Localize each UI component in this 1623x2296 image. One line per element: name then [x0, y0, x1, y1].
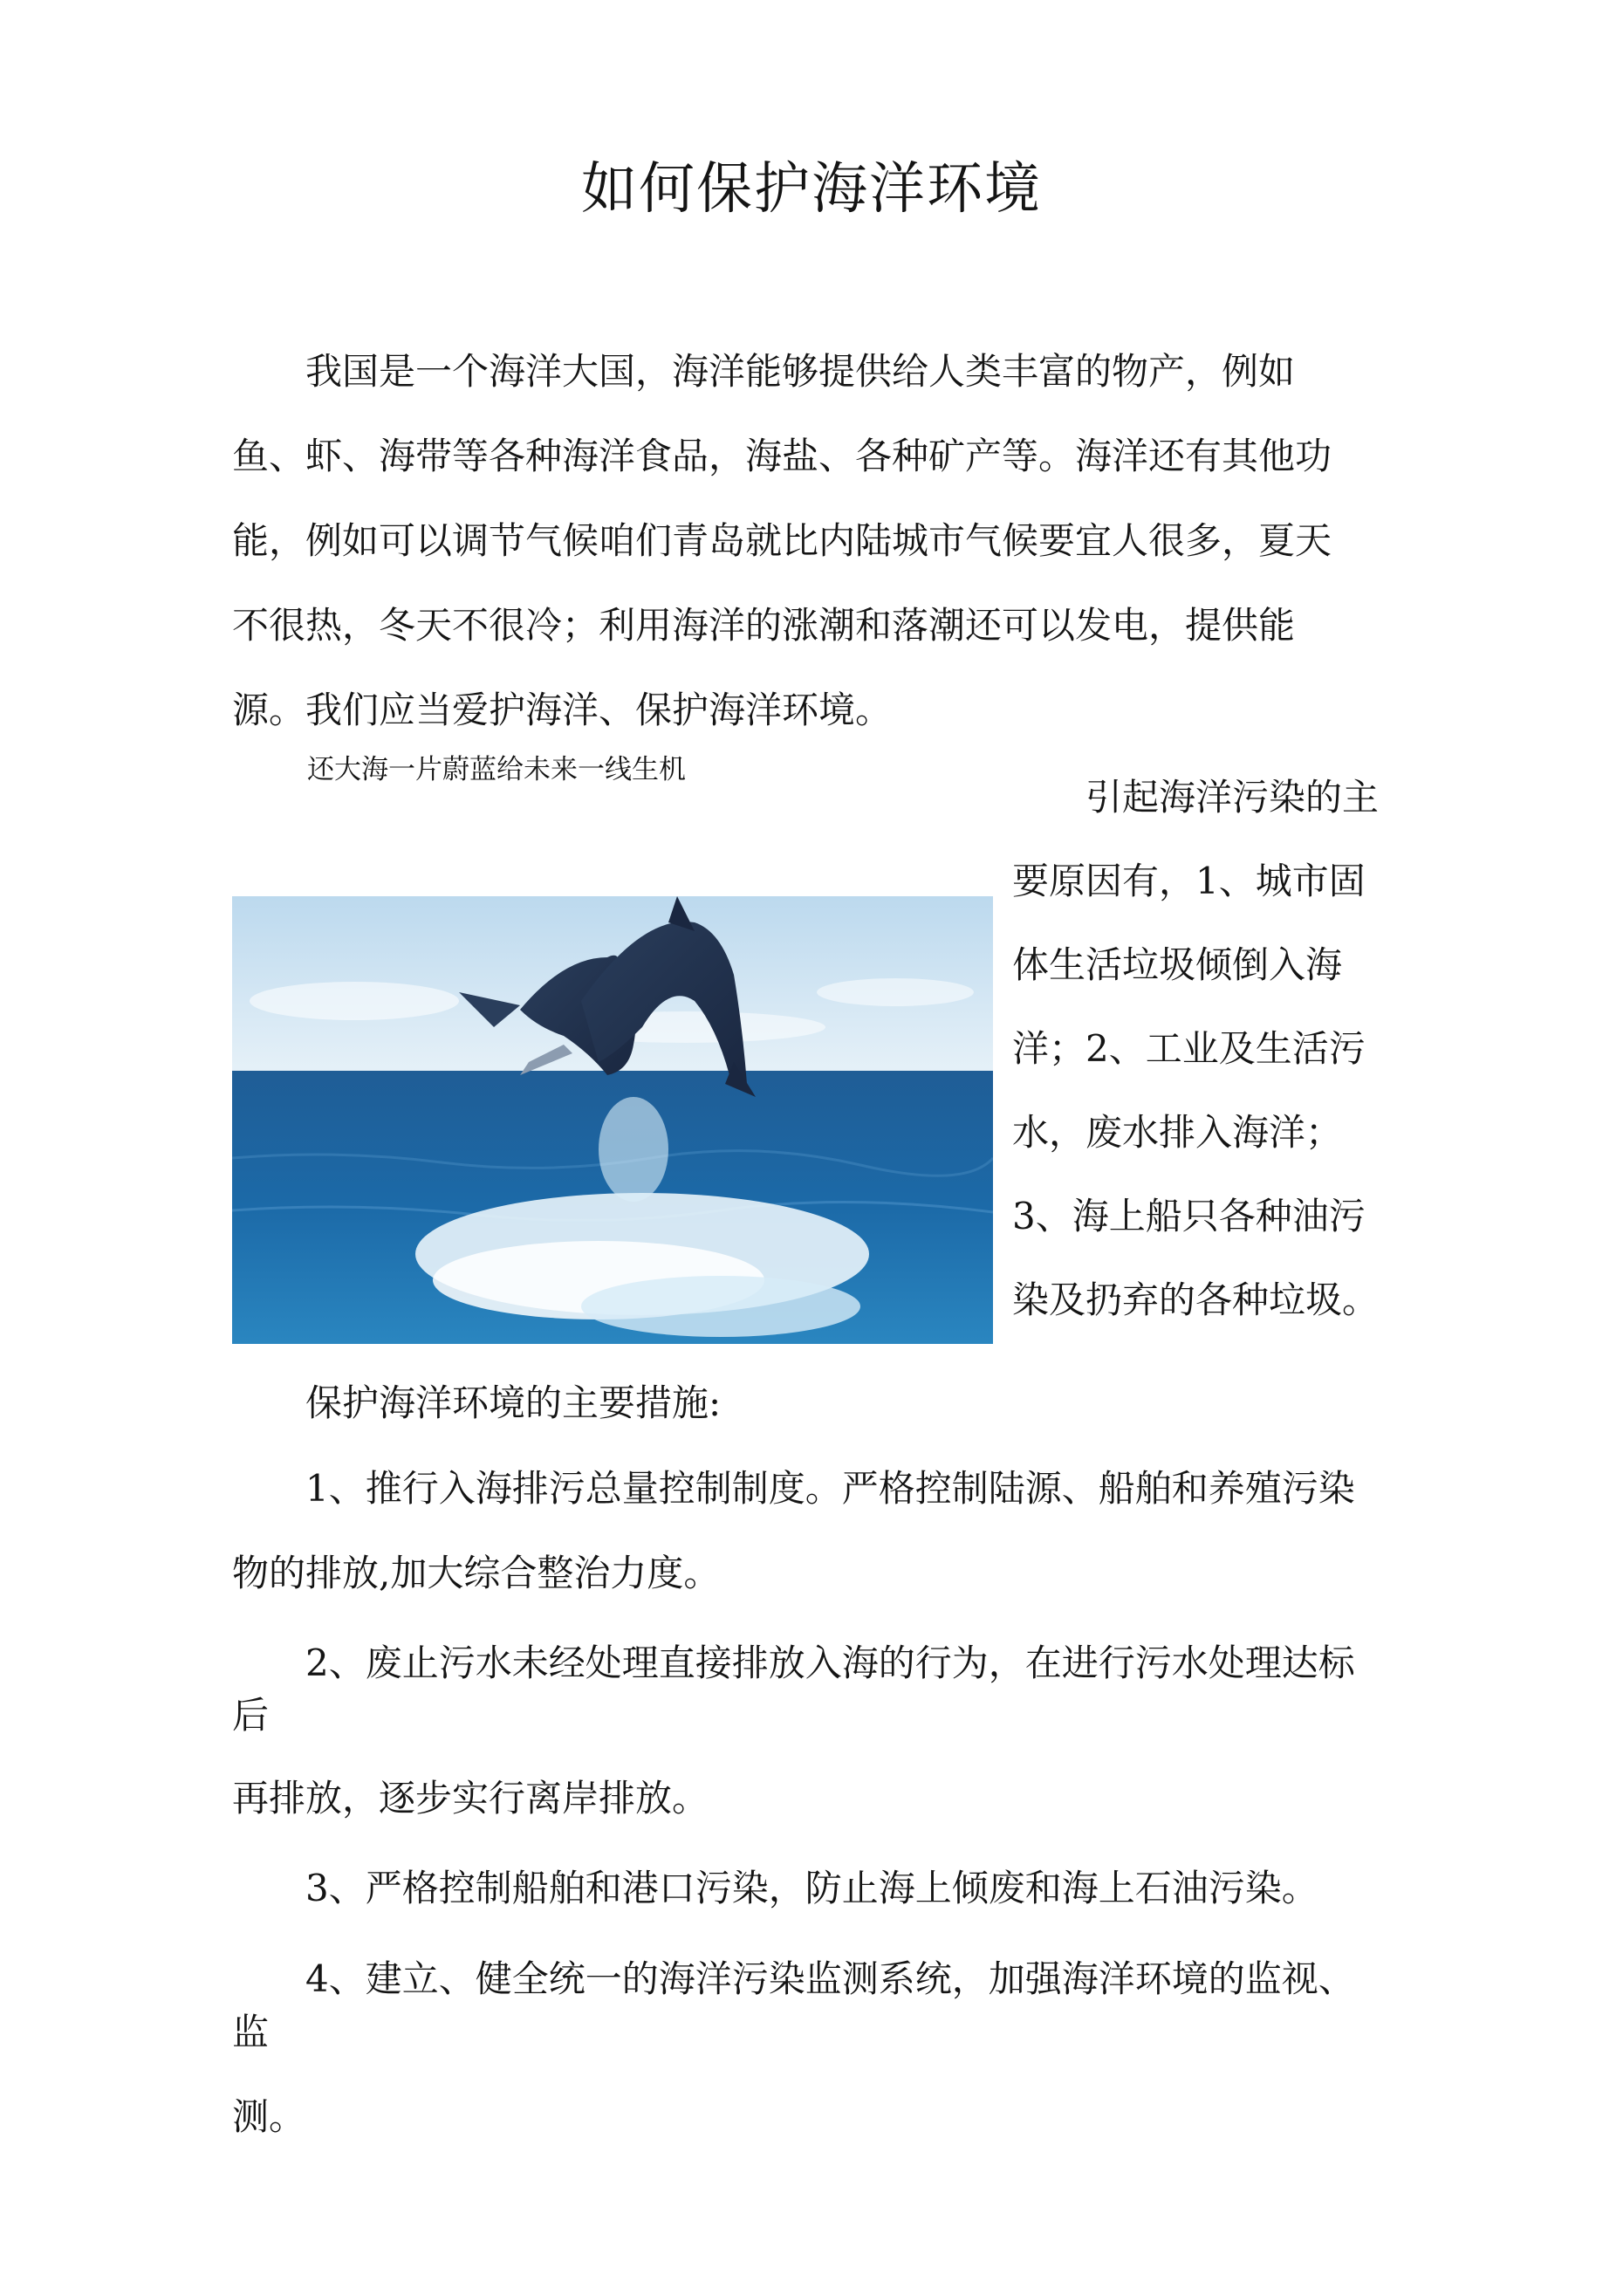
intro-line-2: 鱼、虾、海带等各种海洋食品，海盐、各种矿产等。海洋还有其他功	[232, 435, 1332, 477]
intro-line-3: 能，例如可以调节气候咱们青岛就比内陆城市气候要宜人很多，夏天	[232, 519, 1332, 562]
cause-line-5: 水，废水排入海洋；	[1012, 1111, 1343, 1154]
intro-line-5: 源。我们应当爱护海洋、保护海洋环境。	[232, 689, 893, 731]
measure-line-4: 后	[232, 1694, 270, 1737]
measures-heading: 保护海洋环境的主要措施:	[305, 1381, 722, 1424]
measure-line-6: 3、严格控制船舶和港口污染，防止海上倾废和海上石油污染。	[305, 1867, 1318, 1909]
measure-line-5: 再排放，逐步实行离岸排放。	[232, 1777, 709, 1820]
measure-line-1: 1、推行入海排污总量控制制度。严格控制陆源、船舶和养殖污染	[305, 1467, 1355, 1510]
intro-line-4: 不很热，冬天不很冷；利用海洋的涨潮和落潮还可以发电，提供能	[232, 604, 1296, 647]
measure-line-7: 4、建立、健全统一的海洋污染监测系统，加强海洋环境的监视、	[305, 1957, 1355, 2000]
cause-line-7: 染及扔弃的各种垃圾。	[1012, 1278, 1380, 1321]
document-title: 如何保护海洋环境	[581, 157, 1042, 222]
dolphin-photo	[232, 896, 993, 1344]
cause-line-2: 要原因有，1、城市固	[1012, 860, 1366, 902]
measure-line-9: 测。	[232, 2095, 306, 2138]
measure-line-2: 物的排放,加大综合整治力度。	[232, 1552, 721, 1594]
measure-line-8: 监	[232, 2011, 270, 2053]
cause-line-1: 引起海洋污染的主	[1085, 776, 1380, 819]
cause-line-6: 3、海上船只各种油污	[1012, 1195, 1366, 1237]
measure-line-3: 2、废止污水未经处理直接排放入海的行为，在进行污水处理达标	[305, 1641, 1355, 1684]
image-caption: 还大海一片蔚蓝给未来一线生机	[307, 754, 686, 785]
cause-line-4: 洋；2、工业及生活污	[1012, 1027, 1366, 1070]
cause-line-3: 体生活垃圾倾倒入海	[1012, 943, 1343, 986]
intro-line-1: 我国是一个海洋大国，海洋能够提供给人类丰富的物产，例如	[305, 350, 1296, 393]
